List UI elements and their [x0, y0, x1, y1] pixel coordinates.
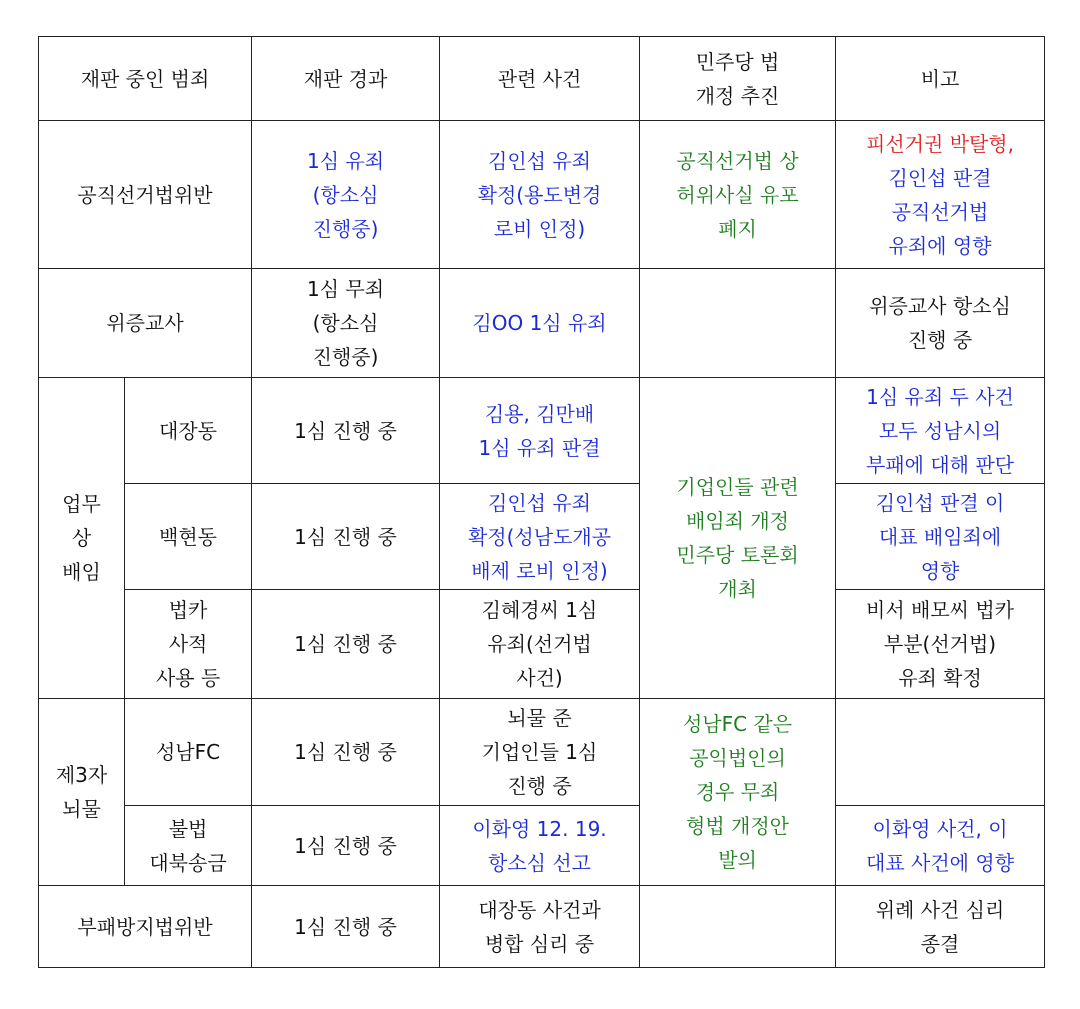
cell-daejang-result: 1심 진행 중: [252, 378, 440, 484]
cell-election-crime: 공직선거법위반: [39, 121, 252, 269]
row-bribery-seongnam: [39, 699, 1045, 806]
row-election: [39, 121, 1045, 269]
cell-daejang-sub: 대장동: [125, 378, 252, 484]
cell-breach-dp-law: 기업인들 관련 배임죄 개정 민주당 토론회 개최: [640, 378, 836, 699]
cell-perjury-result: 1심 무죄 (항소심 진행중): [252, 269, 440, 378]
row-breach-card: [39, 590, 1045, 699]
cell-remit-related: 이화영 12. 19. 항소심 선고: [440, 806, 640, 886]
cell-bribery-dp-law: 성남FC 같은 공익법인의 경우 무죄 형법 개정안 발의: [640, 699, 836, 886]
header-result: 재판 경과: [252, 37, 440, 121]
cell-baekhyeon-sub: 백현동: [125, 484, 252, 590]
cell-election-note: [836, 121, 1045, 269]
row-perjury: [39, 269, 1045, 378]
cell-anticorruption-dp-law: [640, 886, 836, 968]
cell-card-sub: 법카 사적 사용 등: [125, 590, 252, 699]
trial-status-table: [38, 36, 1045, 968]
cell-anticorruption-note: 위례 사건 심리 종결: [836, 886, 1045, 968]
header-crime: 재판 중인 범죄: [39, 37, 252, 121]
cell-card-result: 1심 진행 중: [252, 590, 440, 699]
cell-remit-sub: 불법 대북송금: [125, 806, 252, 886]
cell-bribery-group: 제3자 뇌물: [39, 699, 125, 886]
trial-status-table-wrapper: [38, 36, 1044, 968]
header-related: 관련 사건: [440, 37, 640, 121]
cell-perjury-note: 위증교사 항소심 진행 중: [836, 269, 1045, 378]
row-bribery-remit: [39, 806, 1045, 886]
cell-baekhyeon-note: 김인섭 판결 이 대표 배임죄에 영향: [836, 484, 1045, 590]
cell-remit-note: 이화영 사건, 이 대표 사건에 영향: [836, 806, 1045, 886]
election-note-blue: 김인섭 판결 공직선거법 유죄에 영향: [888, 165, 992, 258]
cell-election-related: 김인섭 유죄 확정(용도변경 로비 인정): [440, 121, 640, 269]
cell-baekhyeon-related: 김인섭 유죄 확정(성남도개공 배제 로비 인정): [440, 484, 640, 590]
row-breach-daejang: [39, 378, 1045, 484]
cell-election-result: 1심 유죄 (항소심 진행중): [252, 121, 440, 269]
cell-seongnam-sub: 성남FC: [125, 699, 252, 806]
cell-daejang-note: 1심 유죄 두 사건 모두 성남시의 부패에 대해 판단: [836, 378, 1045, 484]
cell-seongnam-result: 1심 진행 중: [252, 699, 440, 806]
election-note-red: 피선거권 박탈형,: [866, 131, 1014, 156]
cell-card-related: 김혜경씨 1심 유죄(선거법 사건): [440, 590, 640, 699]
cell-card-note: 비서 배모씨 법카 부분(선거법) 유죄 확정: [836, 590, 1045, 699]
header-row: [39, 37, 1045, 121]
cell-anticorruption-result: 1심 진행 중: [252, 886, 440, 968]
cell-daejang-related: 김용, 김만배 1심 유죄 판결: [440, 378, 640, 484]
header-dp-law: 민주당 법 개정 추진: [640, 37, 836, 121]
cell-remit-result: 1심 진행 중: [252, 806, 440, 886]
cell-perjury-related: 김OO 1심 유죄: [440, 269, 640, 378]
cell-seongnam-note: [836, 699, 1045, 806]
cell-election-dp-law: 공직선거법 상 허위사실 유포 폐지: [640, 121, 836, 269]
cell-anticorruption-crime: 부패방지법위반: [39, 886, 252, 968]
cell-breach-group: 업무 상 배임: [39, 378, 125, 699]
row-breach-baekhyeon: [39, 484, 1045, 590]
header-note: 비고: [836, 37, 1045, 121]
cell-anticorruption-related: 대장동 사건과 병합 심리 중: [440, 886, 640, 968]
cell-baekhyeon-result: 1심 진행 중: [252, 484, 440, 590]
row-anticorruption: [39, 886, 1045, 968]
cell-seongnam-related: 뇌물 준 기업인들 1심 진행 중: [440, 699, 640, 806]
cell-perjury-crime: 위증교사: [39, 269, 252, 378]
cell-perjury-dp-law: [640, 269, 836, 378]
